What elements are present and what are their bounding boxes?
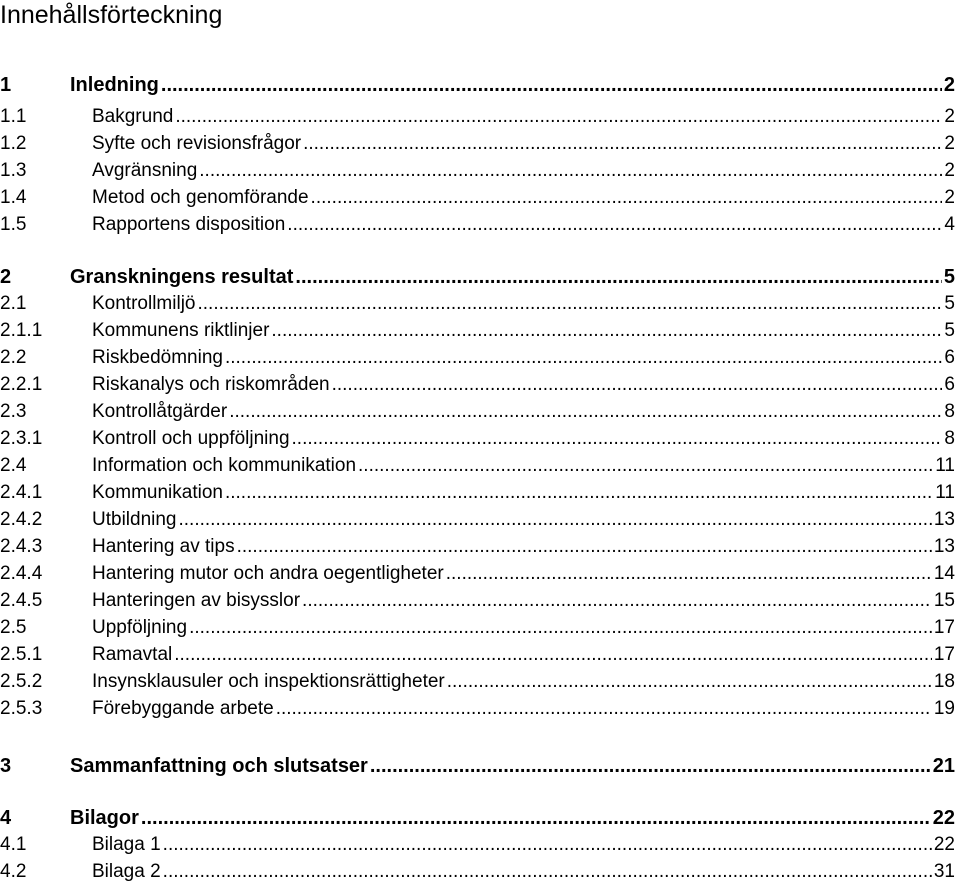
- toc-dot-leader: [179, 509, 932, 531]
- toc-dot-leader: [370, 755, 931, 777]
- toc-dot-leader: [141, 807, 931, 829]
- toc-entry[interactable]: [0, 617, 955, 639]
- toc-entry-page-number: 17: [933, 617, 955, 638]
- toc-dot-leader: [446, 563, 932, 585]
- toc-dot-leader: [229, 401, 942, 423]
- toc-entry[interactable]: [0, 834, 955, 856]
- toc-entry[interactable]: [0, 320, 955, 342]
- toc-entry-label: Insynsklausuler och inspektionsrättigheter: [92, 671, 445, 692]
- toc-entry-number: 1.3: [0, 160, 27, 181]
- toc-entry-label: Ramavtal: [92, 644, 173, 665]
- toc-entry-label: Kontrollåtgärder: [92, 401, 228, 422]
- toc-entry-number: 2.4.2: [0, 509, 43, 530]
- toc-entry[interactable]: [0, 106, 955, 128]
- toc-dot-leader: [225, 482, 933, 504]
- toc-entry-number: 2: [0, 266, 12, 288]
- toc-entry-label: Bilaga 1: [92, 834, 161, 855]
- toc-entry-number: 1.1: [0, 106, 27, 127]
- toc-entry-label: Bilagor: [70, 807, 139, 829]
- toc-entry-number: 2.3.1: [0, 428, 43, 449]
- toc-dot-leader: [358, 455, 933, 477]
- toc-entry-number: 2.4.3: [0, 536, 43, 557]
- toc-entry-number: 2.3: [0, 401, 27, 422]
- toc-dot-leader: [303, 133, 942, 155]
- toc-dot-leader: [447, 671, 932, 693]
- toc-entry-label: Hanteringen av bisysslor: [92, 590, 301, 611]
- toc-entry-number: 4.1: [0, 834, 27, 855]
- toc-entry-page-number: 13: [933, 509, 955, 530]
- toc-entry-page-number: 17: [933, 644, 955, 665]
- toc-entry-number: 1: [0, 74, 12, 96]
- toc-entry-number: 2.4.5: [0, 590, 43, 611]
- toc-entry-label: Kommunikation: [92, 482, 223, 503]
- toc-dot-leader: [295, 266, 941, 288]
- toc-entry-number: 2.1: [0, 293, 27, 314]
- toc-entry-label: Inledning: [70, 74, 159, 96]
- toc-entry-page-number: 6: [944, 374, 955, 395]
- toc-entry-page-number: 2: [944, 187, 955, 208]
- toc-dot-leader: [175, 106, 942, 128]
- toc-chapter-entry[interactable]: [0, 807, 955, 829]
- toc-entry-number: 1.4: [0, 187, 27, 208]
- toc-entry[interactable]: [0, 133, 955, 155]
- toc-entry-label: Hantering mutor och andra oegentligheter: [92, 563, 444, 584]
- toc-entry[interactable]: [0, 671, 955, 693]
- toc-entry-label: Kontroll och uppföljning: [92, 428, 290, 449]
- toc-entry[interactable]: [0, 187, 955, 209]
- toc-entry-page-number: 22: [932, 807, 955, 829]
- toc-entry[interactable]: [0, 698, 955, 720]
- toc-entry-page-number: 5: [944, 293, 955, 314]
- toc-entry[interactable]: [0, 428, 955, 450]
- toc-entry-label: Bakgrund: [92, 106, 174, 127]
- toc-entry-label: Rapportens disposition: [92, 214, 286, 235]
- toc-entry[interactable]: [0, 861, 955, 883]
- toc-entry[interactable]: [0, 347, 955, 369]
- toc-dot-leader: [199, 160, 942, 182]
- toc-entry-number: 2.2.1: [0, 374, 43, 395]
- toc-entry-number: 4: [0, 807, 12, 829]
- toc-entry-page-number: 8: [944, 401, 955, 422]
- toc-entry-label: Utbildning: [92, 509, 177, 530]
- toc-entry[interactable]: [0, 214, 955, 236]
- toc-entry-label: Riskbedömning: [92, 347, 223, 368]
- toc-entry-label: Kommunens riktlinjer: [92, 320, 270, 341]
- toc-dot-leader: [163, 861, 932, 883]
- toc-entry-number: 2.5: [0, 617, 27, 638]
- toc-entry-label: Granskningens resultat: [70, 266, 294, 288]
- toc-entry-page-number: 8: [944, 428, 955, 449]
- toc-entry[interactable]: [0, 644, 955, 666]
- toc-entry-page-number: 11: [935, 455, 955, 476]
- toc-entry-page-number: 4: [944, 214, 955, 235]
- toc-entry-page-number: 18: [933, 671, 955, 692]
- toc-entry-label: Hantering av tips: [92, 536, 235, 557]
- toc-entry-label: Kontrollmiljö: [92, 293, 196, 314]
- toc-entry-number: 3: [0, 755, 12, 777]
- toc-entry-page-number: 14: [933, 563, 955, 584]
- toc-entry-label: Förebyggande arbete: [92, 698, 274, 719]
- toc-entry[interactable]: [0, 293, 955, 315]
- toc-entry[interactable]: [0, 374, 955, 396]
- toc-entry-label: Syfte och revisionsfrågor: [92, 133, 302, 154]
- toc-dot-leader: [197, 293, 942, 315]
- page-title: Innehållsförteckning: [0, 1, 223, 29]
- toc-entry-number: 2.4.1: [0, 482, 43, 503]
- toc-entry-label: Metod och genomförande: [92, 187, 309, 208]
- toc-dot-leader: [174, 644, 932, 666]
- toc-entry-page-number: 2: [944, 133, 955, 154]
- toc-entry-number: 4.2: [0, 861, 27, 882]
- toc-entry-page-number: 11: [935, 482, 955, 503]
- toc-dot-leader: [161, 74, 942, 96]
- toc-entry-number: 1.5: [0, 214, 27, 235]
- toc-chapter-entry[interactable]: [0, 755, 955, 777]
- toc-dot-leader: [237, 536, 932, 558]
- toc-entry-page-number: 15: [933, 590, 955, 611]
- toc-entry-page-number: 22: [933, 834, 955, 855]
- toc-dot-leader: [302, 590, 932, 612]
- toc-entry-number: 2.2: [0, 347, 27, 368]
- toc-entry-number: 1.2: [0, 133, 27, 154]
- toc-entry[interactable]: [0, 482, 955, 504]
- toc-entry-page-number: 13: [933, 536, 955, 557]
- toc-entry-number: 2.5.1: [0, 644, 43, 665]
- toc-entry-page-number: 6: [944, 347, 955, 368]
- toc-entry-page-number: 21: [932, 755, 955, 777]
- toc-entry-page-number: 31: [933, 861, 955, 882]
- toc-dot-leader: [225, 347, 942, 369]
- toc-dot-leader: [276, 698, 932, 720]
- toc-dot-leader: [311, 187, 943, 209]
- toc-entry[interactable]: [0, 590, 955, 612]
- toc-dot-leader: [287, 214, 942, 236]
- toc-entry-label: Uppföljning: [92, 617, 188, 638]
- toc-entry[interactable]: [0, 160, 955, 182]
- toc-entry[interactable]: [0, 509, 955, 531]
- toc-entry[interactable]: [0, 536, 955, 558]
- toc-entry-number: 2.4.4: [0, 563, 43, 584]
- toc-entry-label: Avgränsning: [92, 160, 198, 181]
- toc-entry-page-number: 2: [943, 74, 955, 96]
- toc-entry-label: Riskanalys och riskområden: [92, 374, 330, 395]
- toc-entry-page-number: 5: [944, 320, 955, 341]
- toc-entry-page-number: 5: [943, 266, 955, 288]
- toc-entry-number: 2.1.1: [0, 320, 43, 341]
- toc-entry-page-number: 19: [933, 698, 955, 719]
- toc-entry-label: Bilaga 2: [92, 861, 161, 882]
- toc-entry[interactable]: [0, 455, 955, 477]
- toc-entry-number: 2.4: [0, 455, 27, 476]
- toc-dot-leader: [189, 617, 932, 639]
- toc-entry-page-number: 2: [944, 160, 955, 181]
- toc-chapter-entry[interactable]: [0, 266, 955, 288]
- toc-chapter-entry[interactable]: [0, 74, 955, 96]
- toc-entry-label: Sammanfattning och slutsatser: [70, 755, 368, 777]
- toc-entry-page-number: 2: [944, 106, 955, 127]
- toc-dot-leader: [292, 428, 943, 450]
- toc-entry-number: 2.5.3: [0, 698, 43, 719]
- toc-dot-leader: [332, 374, 943, 396]
- toc-entry[interactable]: [0, 563, 955, 585]
- toc-entry[interactable]: [0, 401, 955, 423]
- toc-entry-label: Information och kommunikation: [92, 455, 357, 476]
- toc-dot-leader: [271, 320, 942, 342]
- toc-entry-number: 2.5.2: [0, 671, 43, 692]
- toc-dot-leader: [163, 834, 932, 856]
